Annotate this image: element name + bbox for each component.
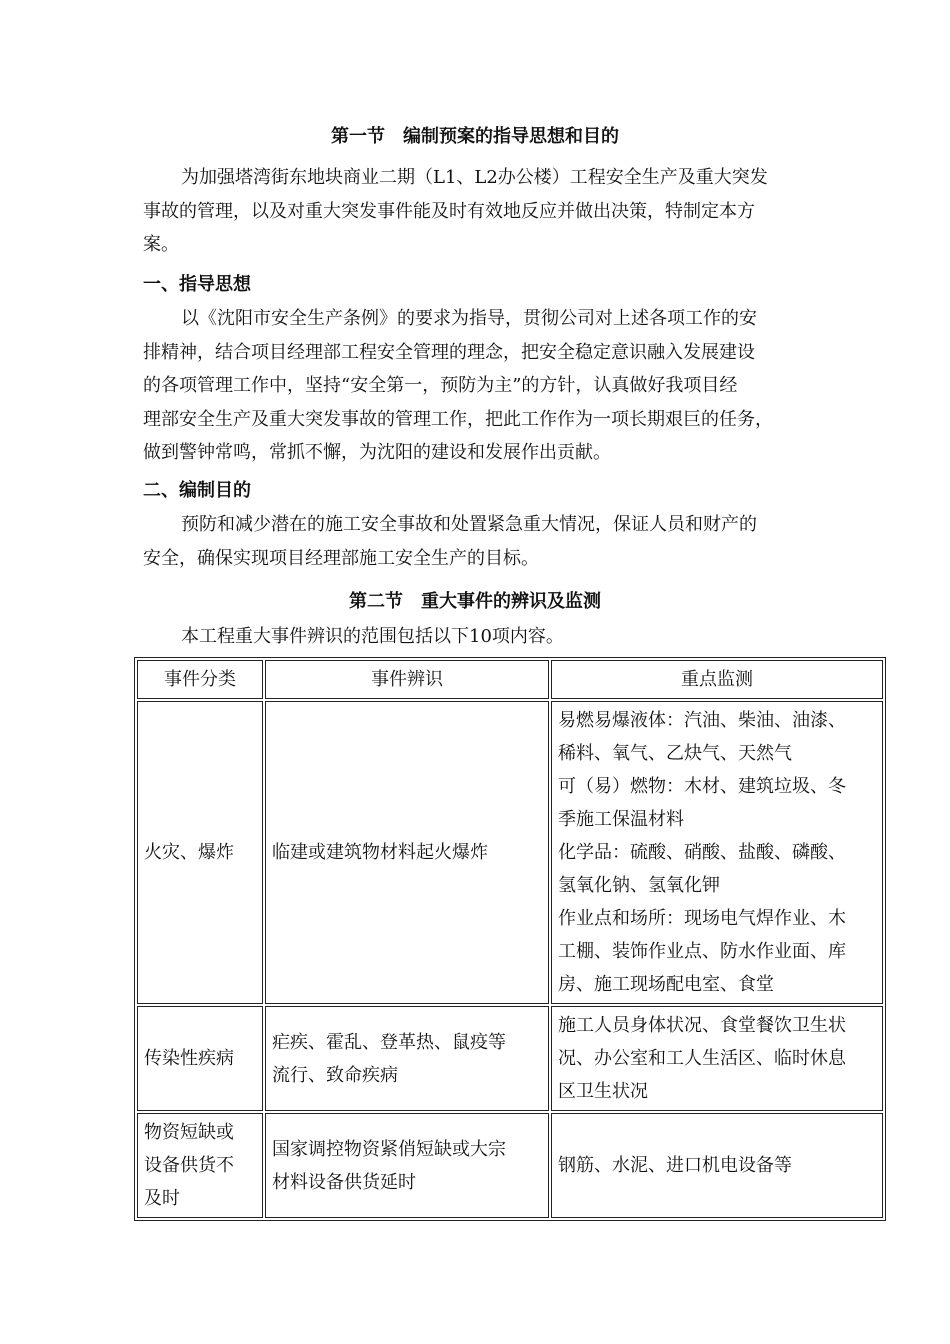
section1-title: 第一节 编制预案的指导思想和目的 [331,126,619,147]
text-line: 的各项管理工作中，坚持“安全第一，预防为主”的方针，认真做好我项目经 [143,375,738,396]
cell-category: 传染性疾病 [137,1006,263,1111]
text-line: 以《沈阳市安全生产条例》的要求为指导，贯彻公司对上述各项工作的安 [181,308,757,329]
table-row [137,1006,883,1111]
text-line: 预防和减少潜在的施工安全事故和处置紧急重大情况，保证人员和财产的 [181,514,757,535]
monitoring-line: 况、办公室和工人生活区、临时休息 [558,1048,846,1069]
text-line: 做到警钟常鸣，常抓不懈，为沈阳的建设和发展作出贡献。 [143,442,611,463]
monitoring-line: 季施工保温材料 [558,809,684,830]
monitoring-line: 施工人员身体状况、食堂餐饮卫生状 [558,1015,846,1036]
section2-title: 第二节 重大事件的辨识及监测 [349,591,601,612]
guiding-ideology-paragraph [143,302,808,470]
cell-identification [265,1006,549,1111]
category-line: 物资短缺或 [144,1122,234,1143]
category-line: 设备供货不 [144,1155,234,1176]
events-table [134,657,886,1221]
identification-line: 国家调控物资紧俏短缺或大宗 [272,1138,506,1160]
monitoring-line: 区卫生状况 [558,1081,648,1102]
header-category: 事件分类 [137,660,263,699]
table-row [137,1113,883,1218]
cell-category [137,1113,263,1218]
text-line: 案。 [143,234,179,255]
text-line: 理部安全生产及重大突发事故的管理工作，把此工作作为一项长期艰巨的任务， [143,408,773,430]
monitoring-line: 易燃易爆液体：汽油、柴油、油漆、 [558,710,846,731]
monitoring-line: 化学品：硫酸、硝酸、盐酸、磷酸、 [558,842,846,863]
identification-line: 疟疾、霍乱、登革热、鼠疫等 [272,1031,506,1053]
text-line: 事故的管理，以及对重大突发事件能及时有效地反应并做出决策，特制定本方 [143,200,755,222]
category-line: 及时 [144,1188,180,1209]
cell-monitoring [551,701,883,1004]
monitoring-line: 作业点和场所：现场电气焊作业、木 [558,908,846,929]
subheading-guiding-ideology: 一、指导思想 [143,274,251,295]
monitoring-line: 可（易）燃物：木材、建筑垃圾、冬 [558,776,846,797]
header-monitoring: 重点监测 [551,660,883,699]
cell-monitoring: 钢筋、水泥、进口机电设备等 [551,1113,883,1218]
identification-line: 流行、致命疾病 [272,1064,398,1086]
section2-intro [143,620,808,654]
cell-identification [265,1113,549,1218]
monitoring-line: 工棚、装饰作业点、防水作业面、库 [558,941,846,962]
text-line: 安全，确保实现项目经理部施工安全生产的目标。 [143,547,539,569]
cell-category: 火灾、爆炸 [137,701,263,1004]
monitoring-line: 稀料、氧气、乙炔气、天然气 [558,743,792,764]
purpose-paragraph [143,508,808,575]
subheading-purpose: 二、编制目的 [143,480,251,501]
monitoring-line: 氢氧化钠、氢氧化钾 [558,875,720,896]
monitoring-line: 房、施工现场配电室、食堂 [558,974,774,995]
identification-line: 材料设备供货延时 [272,1171,416,1193]
cell-identification: 临建或建筑物材料起火爆炸 [265,701,549,1004]
section1-intro [143,161,808,262]
table-row [137,701,883,1004]
table-header-row [137,660,883,699]
header-identification: 事件辨识 [265,660,549,699]
text-line: 本工程重大事件辨识的范围包括以下10项内容。 [181,626,564,647]
text-line: 排精神，结合项目经理部工程安全管理的理念，把安全稳定意识融入发展建设 [143,341,755,363]
text-line: 为加强塔湾街东地块商业二期（L1、L2办公楼）工程安全生产及重大突发 [181,167,768,188]
cell-monitoring [551,1006,883,1111]
